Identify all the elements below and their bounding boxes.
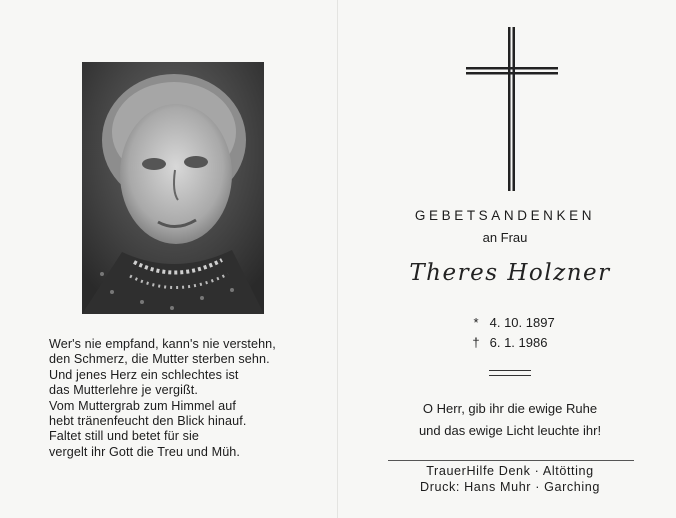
credit-line: TrauerHilfe Denk · Altötting (426, 464, 594, 478)
birth-date: 4. 10. 1897 (489, 315, 555, 330)
birth-date-row (466, 315, 586, 330)
prayer-text (360, 398, 660, 442)
portrait-photo (82, 62, 264, 314)
prayer-line: O Herr, gib ihr die ewige Ruhe (422, 401, 598, 416)
printer-credits (360, 463, 660, 495)
poem-line: Vom Muttergrab zum Himmel auf (49, 398, 236, 413)
deceased-name: Theres Holzner (409, 260, 611, 286)
credits-rule (388, 460, 634, 461)
fold-line (337, 0, 338, 518)
memorial-poem (49, 337, 319, 460)
birth-symbol: * (473, 315, 479, 330)
poem-line: den Schmerz, die Mutter sterben sehn. (49, 352, 270, 367)
poem-line: vergelt ihr Gott die Treu und Müh. (49, 444, 241, 459)
death-symbol: † (472, 335, 480, 350)
death-date-row (466, 335, 586, 350)
credit-line: Druck: Hans Muhr · Garching (420, 480, 600, 494)
divider (489, 370, 531, 376)
poem-line: hebt tränenfeucht den Blick hinauf. (49, 414, 247, 429)
poem-line: Faltet still und betet für sie (49, 429, 199, 444)
poem-line: das Mutterlehre je vergißt. (49, 383, 198, 398)
prayer-line: und das ewige Licht leuchte ihr! (418, 423, 602, 438)
death-date: 6. 1. 1986 (489, 335, 548, 350)
cross-icon (466, 27, 558, 193)
salutation: an Frau (482, 230, 528, 245)
poem-line: Und jenes Herz ein schlechtes ist (49, 367, 239, 382)
card-heading: GEBETSANDENKEN (414, 208, 596, 223)
poem-line: Wer's nie empfand, kann's nie verstehn, (49, 337, 276, 351)
